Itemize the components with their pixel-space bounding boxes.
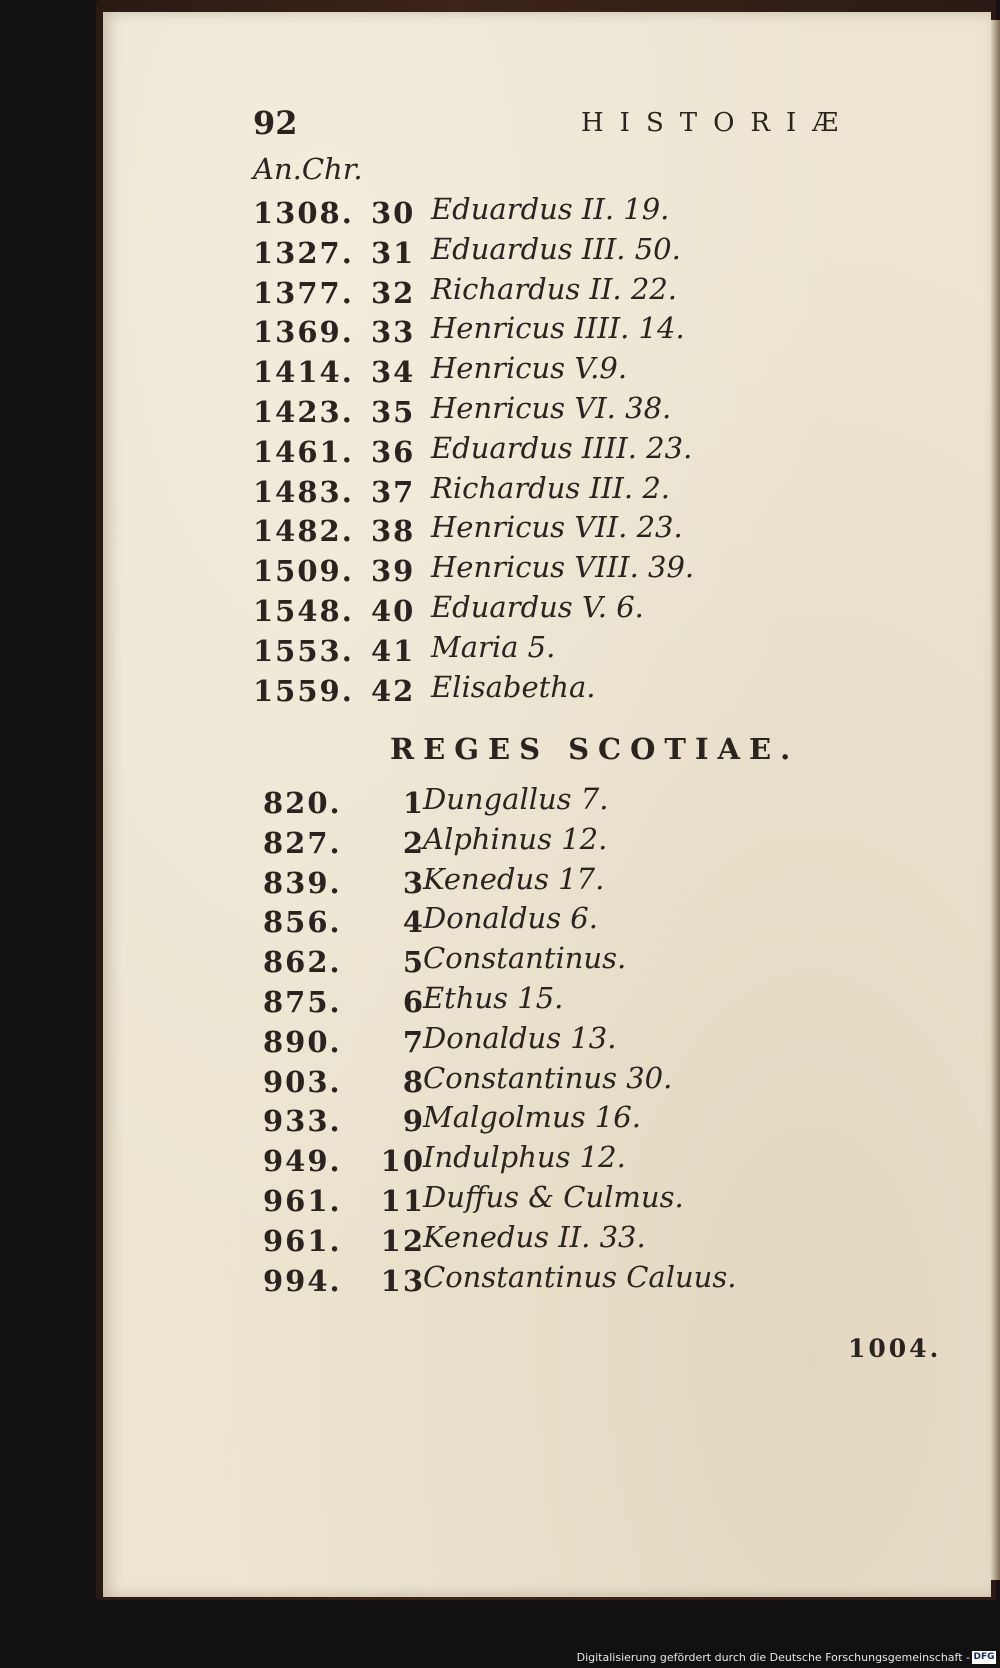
king-entry [103, 550, 991, 590]
entry-year: 1377. [253, 275, 354, 310]
entry-name: Constantinus Caluus. [423, 1259, 737, 1294]
entry-year: 827. [263, 825, 342, 860]
entry-num: 5 [402, 945, 425, 980]
entry-num: 36 [371, 434, 416, 469]
entry-num: 30 [371, 196, 416, 230]
entry-year: 1483. [253, 474, 354, 509]
king-entry [103, 782, 991, 822]
entry-name: Kenedus 17. [423, 861, 605, 896]
king-entry [103, 311, 991, 351]
entry-num: 7 [402, 1024, 425, 1059]
entry-num: 34 [371, 355, 416, 390]
king-entry [103, 1140, 991, 1180]
entry-num: 9 [402, 1104, 425, 1139]
entry-num: 31 [371, 235, 416, 270]
king-entry [103, 862, 991, 902]
entry-num: 6 [402, 984, 425, 1019]
entry-name: Henricus IIII. 14. [431, 311, 685, 346]
entry-name: Eduardus III. 50. [431, 231, 681, 266]
entry-num: 37 [371, 474, 416, 509]
entry-name: Constantinus 30. [423, 1060, 673, 1095]
entry-name: Constantinus. [423, 941, 627, 976]
entry-name: Henricus VII. 23. [431, 510, 683, 545]
entry-num: 40 [371, 593, 416, 628]
entry-name: Kenedus II. 33. [423, 1219, 646, 1254]
entry-year: 1559. [253, 673, 354, 708]
entry-name: Henricus VI. 38. [431, 390, 672, 425]
entry-name: Donaldus 13. [423, 1020, 617, 1055]
entry-name: Henricus V.9. [431, 351, 628, 386]
king-entry [103, 822, 991, 862]
entry-num: 35 [371, 394, 416, 429]
entry-name: Dungallus 7. [423, 782, 609, 816]
entry-year: 1327. [253, 235, 354, 270]
entry-num: 42 [371, 673, 416, 708]
entry-year: 1414. [253, 355, 354, 390]
scottish-kings-list [103, 782, 991, 1299]
entry-name: Malgolmus 16. [423, 1100, 641, 1135]
king-entry [103, 431, 991, 471]
king-entry [103, 1260, 991, 1300]
entry-year: 1369. [253, 315, 354, 350]
entry-year: 839. [263, 865, 342, 900]
english-kings-list [103, 192, 991, 709]
catchword: 1004. [848, 1334, 942, 1363]
page-number: 92 [253, 104, 298, 142]
entry-num: 2 [402, 825, 425, 860]
king-entry [103, 192, 991, 232]
king-entry [103, 1061, 991, 1101]
entry-year: 875. [263, 984, 342, 1019]
king-entry [103, 1180, 991, 1220]
king-entry [103, 1100, 991, 1140]
entry-num: 11 [380, 1183, 425, 1218]
entry-year: 903. [263, 1064, 342, 1099]
entry-name: Donaldus 6. [423, 901, 598, 936]
entry-name: Alphinus 12. [423, 821, 608, 856]
entry-name: Indulphus 12. [423, 1140, 626, 1175]
dfg-logo: DFG [973, 1652, 995, 1662]
entry-num: 10 [380, 1144, 425, 1179]
entry-year: 1482. [253, 514, 354, 549]
king-entry [103, 1021, 991, 1061]
entry-num: 13 [380, 1263, 425, 1298]
entry-year: 1308. [253, 196, 354, 230]
entry-num: 33 [371, 315, 416, 350]
king-entry [103, 590, 991, 630]
entry-name: Eduardus IIII. 23. [431, 430, 693, 465]
entry-year: 1548. [253, 593, 354, 628]
king-entry [103, 471, 991, 511]
book-page [103, 12, 991, 1597]
king-entry [103, 981, 991, 1021]
king-entry [103, 391, 991, 431]
entry-year: 1553. [253, 633, 354, 668]
king-entry [103, 272, 991, 312]
entry-year: 890. [263, 1024, 342, 1059]
entry-year: 933. [263, 1104, 342, 1139]
entry-year: 1423. [253, 394, 354, 429]
footer-bar [0, 1646, 1000, 1668]
king-entry [103, 670, 991, 710]
running-head: HISTORIÆ [581, 108, 855, 138]
entry-name: Maria 5. [431, 629, 556, 664]
entry-year: 862. [263, 945, 342, 980]
footer-credit: Digitalisierung gefördert durch die Deutsche Forschungsgemeinschaft - [576, 1651, 970, 1664]
king-entry [103, 1220, 991, 1260]
entry-name: Ethus 15. [423, 980, 564, 1015]
entry-name: Elisabetha. [431, 669, 596, 704]
entry-name: Richardus III. 2. [431, 470, 670, 505]
entry-year: 1461. [253, 434, 354, 469]
entry-num: 4 [402, 905, 425, 940]
entry-name: Richardus II. 22. [431, 271, 677, 306]
entry-year: 949. [263, 1144, 342, 1179]
entry-year: 994. [263, 1263, 342, 1298]
entry-name: Eduardus V. 6. [431, 589, 644, 624]
section-heading: REGES SCOTIAE. [390, 732, 800, 766]
king-entry [103, 510, 991, 550]
entry-num: 12 [380, 1223, 425, 1258]
entry-year: 1509. [253, 554, 354, 589]
king-entry [103, 351, 991, 391]
entry-num: 1 [402, 786, 425, 820]
entry-year: 820. [263, 786, 342, 820]
king-entry [103, 232, 991, 272]
entry-num: 41 [371, 633, 416, 668]
entry-year: 961. [263, 1183, 342, 1218]
king-entry [103, 901, 991, 941]
entry-num: 3 [402, 865, 425, 900]
entry-num: 38 [371, 514, 416, 549]
entry-name: Eduardus II. 19. [431, 192, 670, 226]
entry-name: Henricus VIII. 39. [431, 550, 695, 585]
entry-num: 32 [371, 275, 416, 310]
entry-num: 39 [371, 554, 416, 589]
king-entry [103, 941, 991, 981]
king-entry [103, 630, 991, 670]
entry-num: 8 [402, 1064, 425, 1099]
entry-year: 961. [263, 1223, 342, 1258]
entry-year: 856. [263, 905, 342, 940]
entry-name: Duffus & Culmus. [423, 1179, 684, 1214]
anno-christi-label: An.Chr. [253, 152, 363, 186]
